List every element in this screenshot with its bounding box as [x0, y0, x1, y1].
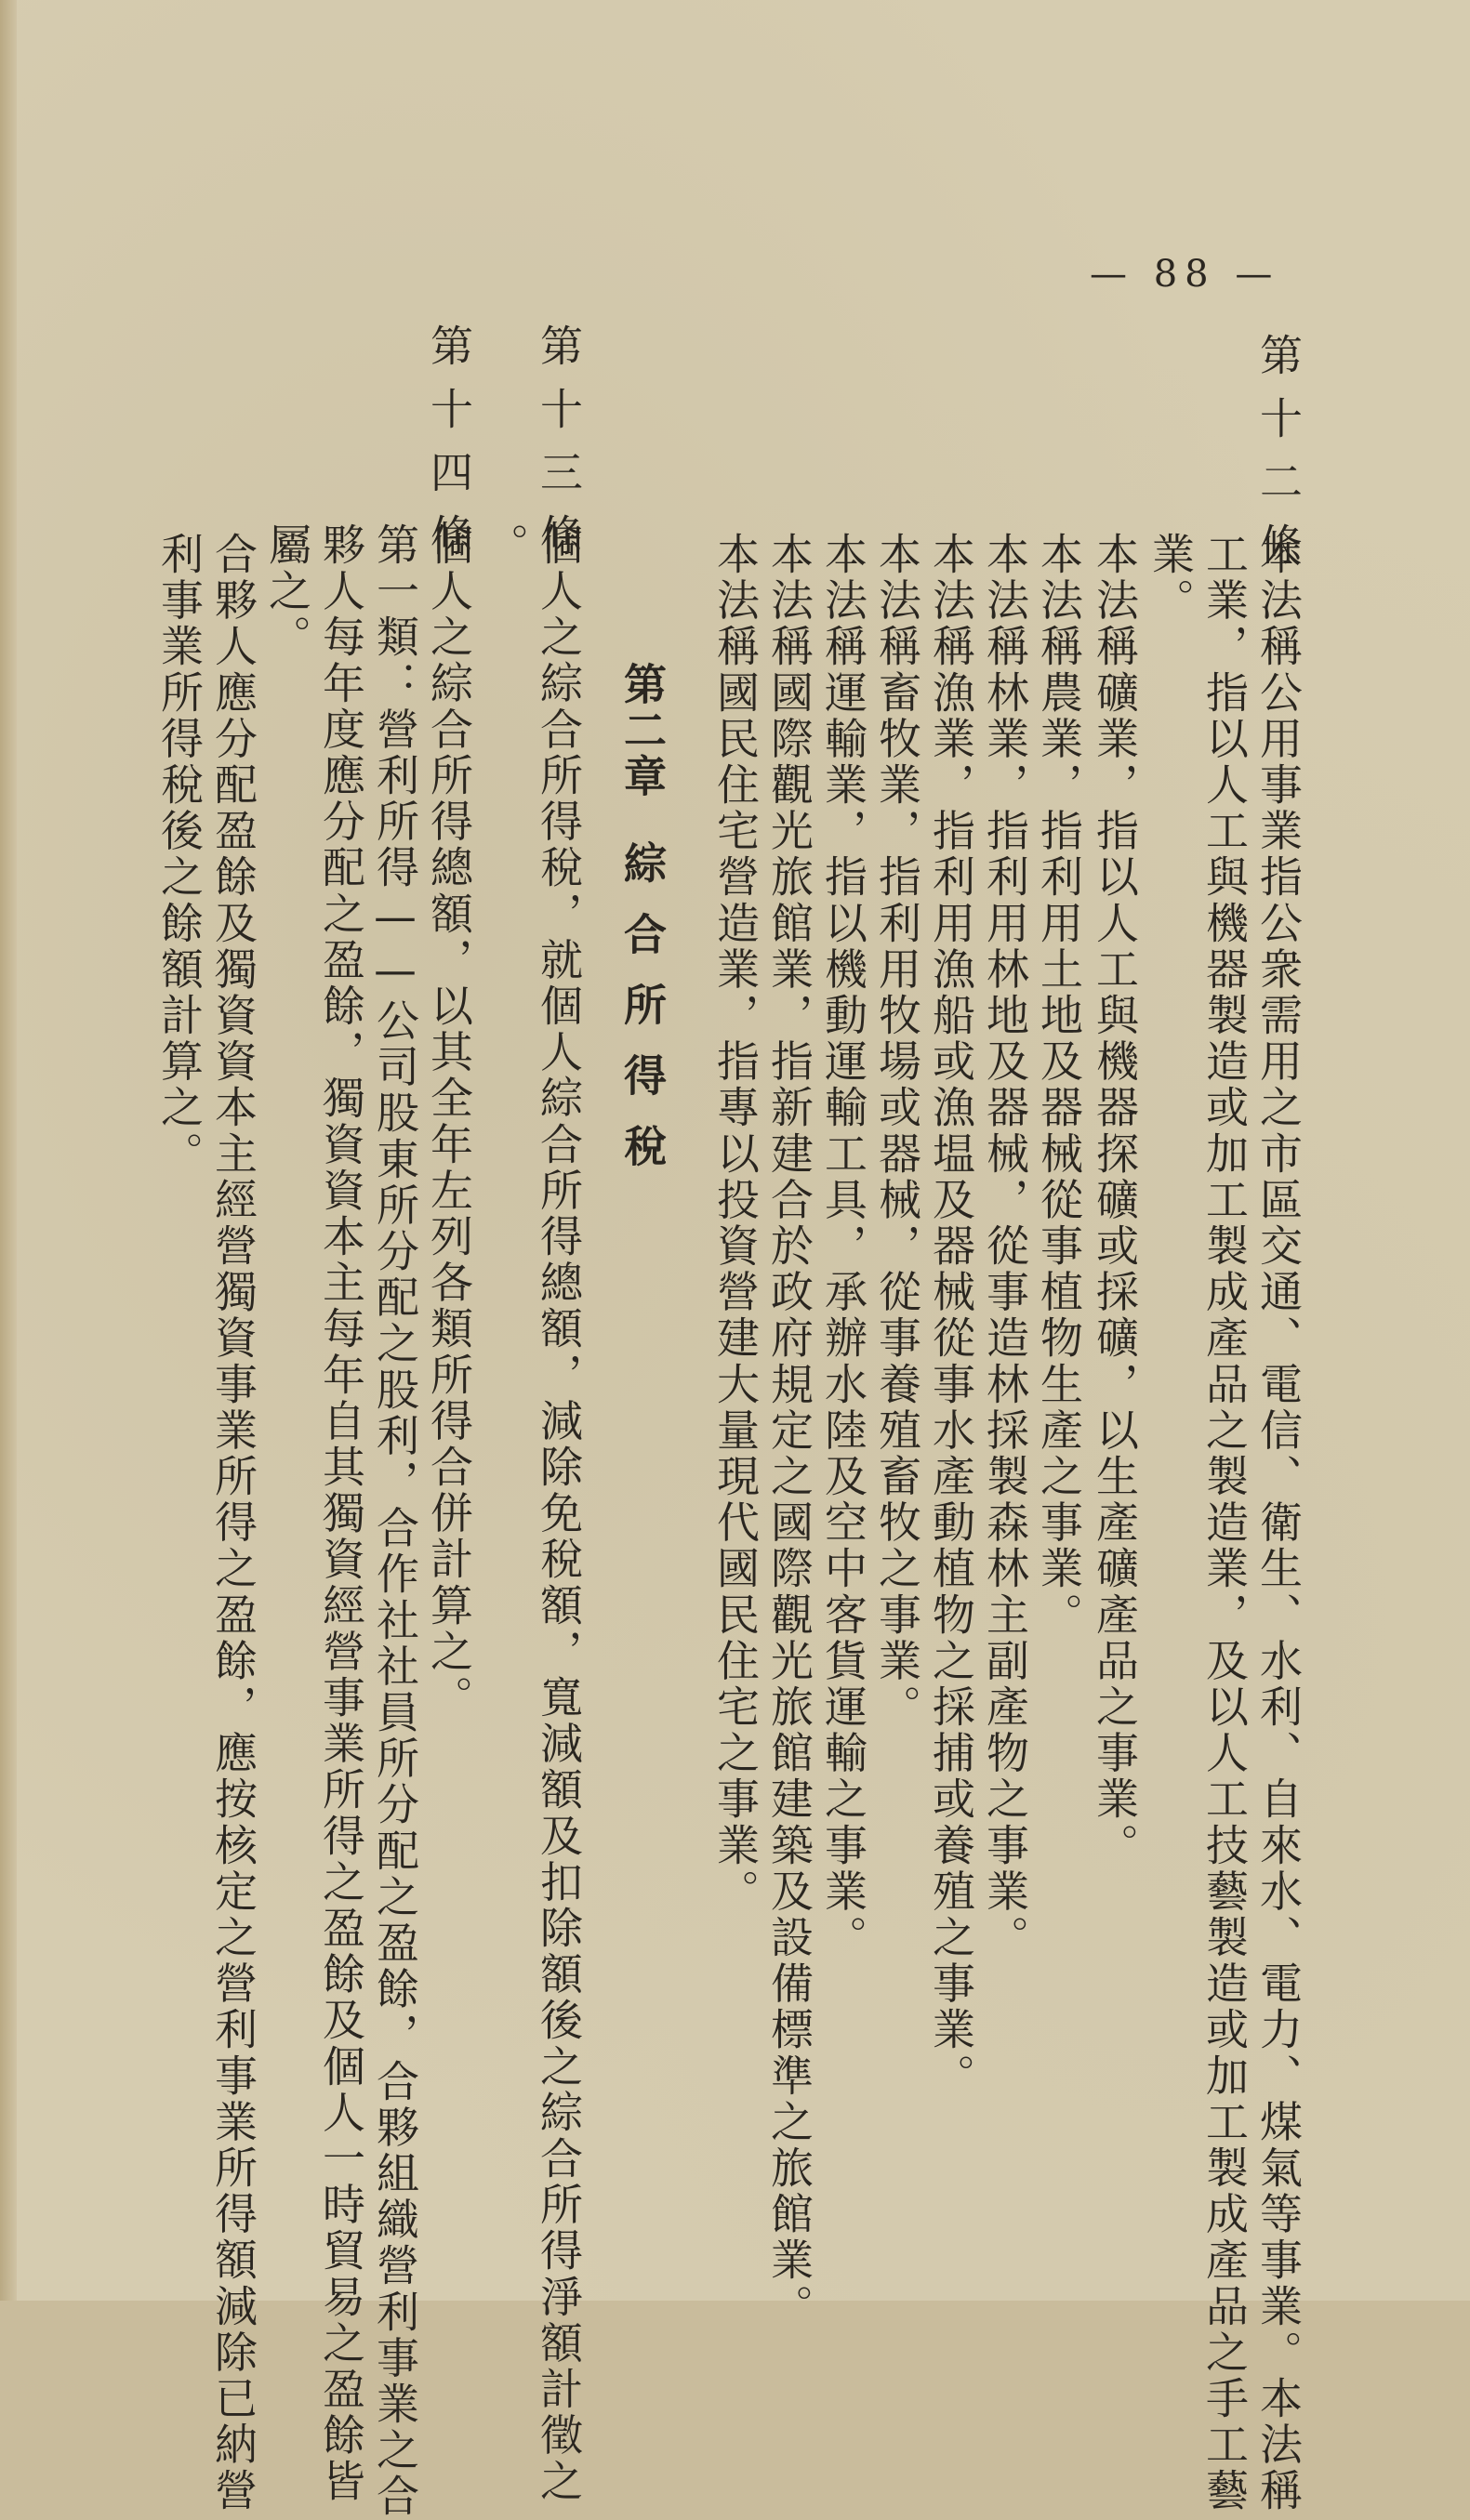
article-14-line-6: 利事業所得稅後之餘額計算之。	[154, 532, 205, 1178]
article-13-line-2: 。	[480, 522, 530, 569]
article-14-label: 第十四條	[424, 323, 474, 576]
article-12-line-9: 本法稱運輸業，指以機動運輸工具，承辦水陸及空中客貨運輸之事業。	[818, 532, 868, 1961]
article-14-line-3: 夥人每年度應分配之盈餘，獨資資本主每年自其獨資經營事業所得之盈餘及個人一時貿易之盈餘皆	[316, 522, 366, 2505]
article-12-line-10: 本法稱國際觀光旅館業，指新建合於政府規定之國際觀光旅館建築及設備標準之旅館業。	[764, 532, 814, 2330]
chapter-title: 綜合所得稅	[617, 840, 668, 1194]
article-12-line-7: 本法稱漁業，指利用漁船或漁塭及器械從事水產動植物之採捕或養殖之事業。	[926, 532, 976, 2100]
article-12-line-4: 本法稱礦業，指以人工與機器探礦或採礦，以生產礦產品之事業。	[1090, 532, 1140, 1869]
article-12-line-5: 本法稱農業，指利用土地及器械從事植物生產之事業。	[1034, 532, 1084, 1639]
article-13-label: 第十三條	[534, 323, 584, 576]
article-13-line-1: 個人之綜合所得稅，就個人綜合所得總額，減除免稅額，寬減額及扣除額後之綜合所得淨額計徵之	[534, 522, 584, 2505]
article-14-line-5: 合夥人應分配盈餘及獨資資本主經營獨資事業所得之盈餘，應按核定之營利事業所得額減除已納營	[208, 532, 258, 2514]
chapter-heading	[617, 662, 668, 1194]
article-12-line-3: 業。	[1146, 532, 1196, 625]
article-12-line-2: 工業，指以人工與機器製造或加工製成產品之製造業，及以人工技藝製造或加工製成產品之手工藝	[1199, 532, 1250, 2514]
article-14-line-4: 屬之。	[262, 522, 312, 661]
article-12-label: 第十二條	[1253, 333, 1304, 586]
chapter-number: 第二章	[617, 662, 668, 800]
article-12-line-6: 本法稱林業，指利用林地及器械，從事造林採製森林主副產物之事業。	[980, 532, 1030, 1961]
article-14-line-1: 個人之綜合所得總額，以其全年左列各類所得合併計算之。	[424, 522, 474, 1722]
article-12-line-1: 本法稱公用事業指公衆需用之市區交通、電信、衛生、水利、自來水、電力、煤氣等事業。本法稱	[1253, 532, 1304, 2514]
article-12-line-8: 本法稱畜牧業，指利用牧場或器械，從事養殖畜牧之事業。	[872, 532, 922, 1731]
article-12-line-11: 本法稱國民住宅營造業，指專以投資營建大量現代國民住宅之事業。	[710, 532, 761, 1915]
page-number: — 88 —	[1090, 253, 1280, 296]
article-14-line-2: 第一類：營利所得——公司股東所分配之股利，合作社社員所分配之盈餘，合夥組織營利事業之合	[370, 522, 420, 2520]
